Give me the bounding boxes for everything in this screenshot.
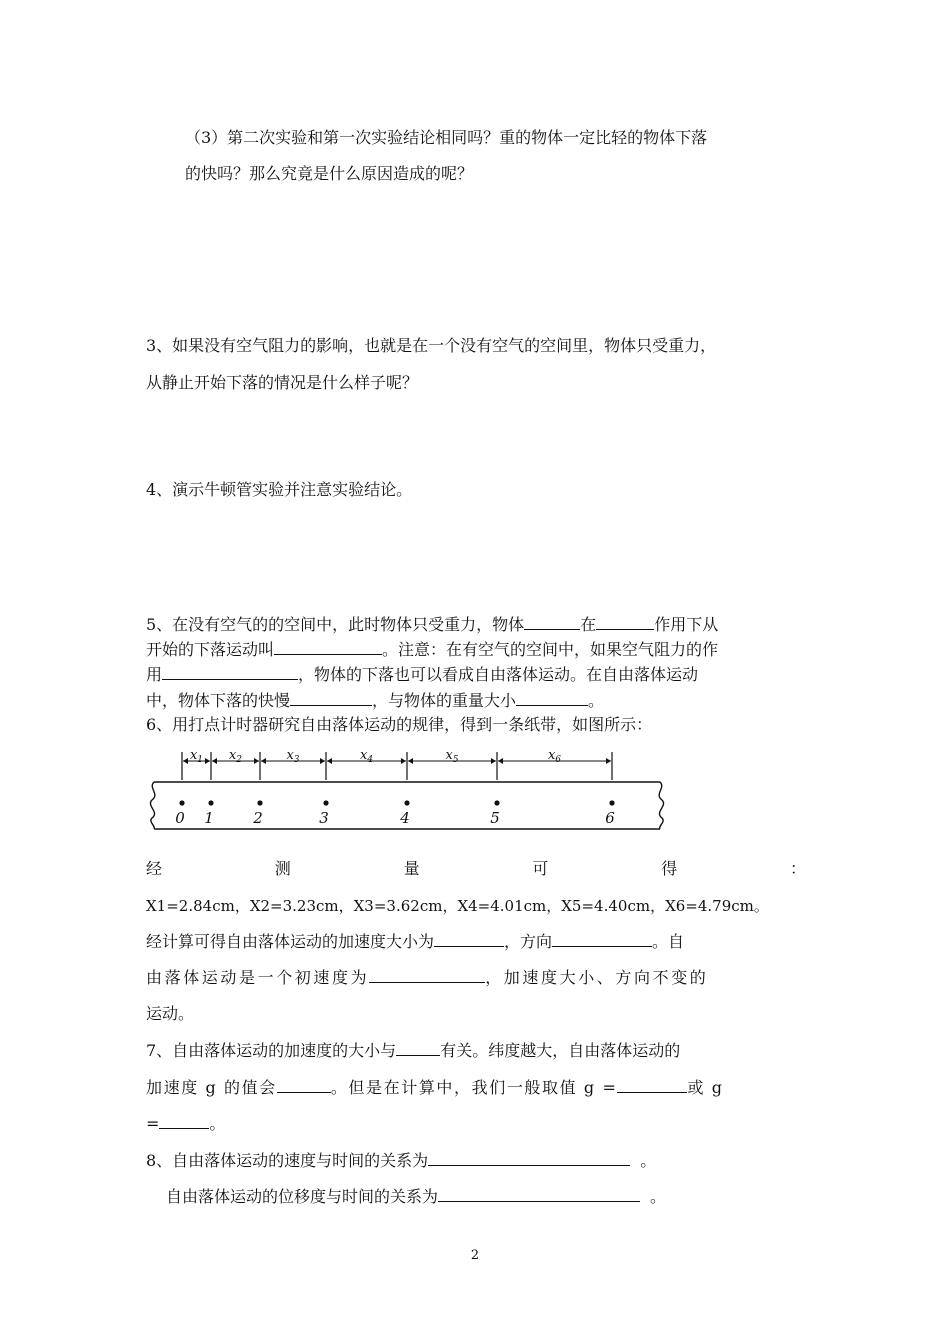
s5-blank-4[interactable] <box>162 662 298 680</box>
tape-arrow-right-5 <box>491 758 496 764</box>
tape-dot-4 <box>404 800 409 805</box>
tape-arrow-left-6 <box>498 758 503 764</box>
tape-arrow-left-3 <box>261 758 266 764</box>
s6-spread-4: 得 <box>661 859 678 878</box>
tape-arrow-left-2 <box>212 758 217 764</box>
tape-segment-label-3: $x_3$ <box>286 750 300 765</box>
tape-dot-label-2: 2 <box>253 809 263 827</box>
s6-spread-0: 经 <box>146 859 163 878</box>
tape-dot-label-6: 6 <box>605 809 615 827</box>
s5-text-h: 中，物体下落的快慢 <box>146 691 291 710</box>
s7-text-b1: 加速度 g 的值会 <box>146 1078 277 1097</box>
s7-line-3 <box>146 1111 225 1136</box>
s8-text-a1: 8、自由落体运动的速度与时间的关系为 <box>146 1151 429 1170</box>
tape-dot-6 <box>609 800 614 805</box>
ticker-tape-svg <box>146 750 676 834</box>
s6-line-1: 6、用打点计时器研究自由落体运动的规律，得到一条纸带，如图所示： <box>146 715 653 734</box>
s8-blank-velocity[interactable] <box>428 1148 630 1166</box>
s6-spread-1: 测 <box>274 859 291 878</box>
s8-line-2 <box>166 1184 666 1209</box>
s6-line-e: 运动。 <box>146 1004 195 1023</box>
tape-arrow-right-6 <box>606 758 611 764</box>
s7-line-1 <box>146 1038 680 1063</box>
s3-line-2: 从静止开始下落的情况是什么样子呢？ <box>146 373 419 392</box>
tape-dot-1 <box>208 800 213 805</box>
tape-segment-label-4: $x_4$ <box>359 750 374 765</box>
s5-line-1 <box>146 612 718 637</box>
s8-text-b1: 自由落体运动的位移度与时间的关系为 <box>166 1187 439 1206</box>
s7-text-c1: = <box>146 1114 160 1133</box>
s6-measured-line <box>146 857 806 881</box>
s7-text-a2: 有关。纬度越大，自由落体运动的 <box>440 1041 681 1060</box>
s6-blank-initial-velocity[interactable] <box>369 965 485 983</box>
s6-text-d1: 由落体运动是一个初速度为 <box>146 968 370 987</box>
s3-line-1: 3、如果没有空气阻力的影响，也就是在一个没有空气的空间里，物体只受重力， <box>146 336 717 355</box>
s7-text-c2: 。 <box>209 1114 226 1133</box>
s6-text-d2: ，加速度大小、方向不变的 <box>485 968 709 987</box>
s4-line-1: 4、演示牛顿管实验并注意实验结论。 <box>146 480 413 499</box>
tape-dot-0 <box>179 800 184 805</box>
tape-arrow-left-4 <box>327 758 332 764</box>
tape-dot-label-0: 0 <box>175 809 185 827</box>
tape-segment-label-6: $x_6$ <box>547 750 562 765</box>
tape-dot-label-4: 4 <box>400 809 410 827</box>
s7-blank-4[interactable] <box>159 1111 209 1129</box>
s5-blank-3[interactable] <box>274 637 382 655</box>
tape-arrow-left-5 <box>408 758 413 764</box>
s8-blank-displacement[interactable] <box>438 1184 640 1202</box>
s6-line-c <box>146 929 684 954</box>
tape-arrow-right-2 <box>254 758 259 764</box>
s6-blank-accel[interactable] <box>434 929 504 947</box>
s6-spread-2: 量 <box>403 859 420 878</box>
ticker-tape-figure <box>146 750 676 834</box>
s5-text-f: 用 <box>146 665 163 684</box>
tape-arrow-left-1 <box>183 758 188 764</box>
s5-text-j: 。 <box>588 691 605 710</box>
s7-blank-2[interactable] <box>277 1075 331 1093</box>
tape-dot-label-3: 3 <box>319 809 329 827</box>
tape-segment-label-2: $x_2$ <box>228 750 243 765</box>
s5-text-b: 在 <box>580 615 597 634</box>
s6-spread-5: ： <box>789 859 806 878</box>
s5-text-i: ，与物体的重量大小 <box>372 691 517 710</box>
s7-text-a1: 7、自由落体运动的加速度的大小与 <box>146 1041 397 1060</box>
s5-blank-1[interactable] <box>524 612 580 630</box>
s8-text-b2: 。 <box>650 1187 667 1206</box>
s7-text-b3: 或 g <box>687 1078 724 1097</box>
tape-dot-label-1: 1 <box>204 809 214 827</box>
tape-dot-label-5: 5 <box>490 809 500 827</box>
s8-text-a2: 。 <box>640 1151 657 1170</box>
q3-line-1: （3）第二次实验和第一次实验结论相同吗？重的物体一定比轻的物体下落 <box>185 128 708 147</box>
s5-text-e: 。注意：在有空气的空间中，如果空气阻力的作 <box>382 640 719 659</box>
s7-blank-1[interactable] <box>396 1038 440 1056</box>
s6-text-c1: 经计算可得自由落体运动的加速度大小为 <box>146 932 435 951</box>
tape-dot-5 <box>494 800 499 805</box>
q3-line-2: 的快吗？那么究竟是什么原因造成的呢？ <box>185 164 474 183</box>
tape-segment-label-5: $x_5$ <box>445 750 459 765</box>
s5-line-2 <box>146 637 718 662</box>
s6-text-c3: 。自 <box>652 932 685 951</box>
s5-line-3 <box>146 662 698 687</box>
s7-blank-3[interactable] <box>617 1075 687 1093</box>
s5-text-g: ，物体的下落也可以看成自由落体运动。在自由落体运动 <box>298 665 699 684</box>
s5-blank-5[interactable] <box>290 688 372 706</box>
s5-blank-6[interactable] <box>516 688 588 706</box>
s5-text-c: 作用下从 <box>654 615 719 634</box>
s5-blank-2[interactable] <box>596 612 654 630</box>
s6-text-c2: ，方向 <box>504 932 553 951</box>
s5-text-d: 开始的下落运动叫 <box>146 640 275 659</box>
s6-line-d <box>146 965 708 990</box>
tape-arrow-right-1 <box>205 758 210 764</box>
tape-arrow-right-4 <box>401 758 406 764</box>
s5-text-a: 5、在没有空气的的空间中，此时物体只受重力，物体 <box>146 615 525 634</box>
s5-line-4 <box>146 688 604 713</box>
s6-blank-direction[interactable] <box>552 929 652 947</box>
s7-text-b2: 。但是在计算中，我们一般取值 g = <box>330 1078 618 1097</box>
s6-data-line: X1=2.84cm，X2=3.23cm，X3=3.62cm，X4=4.01cm，X5=4.40cm，X6=4.79cm。 <box>146 897 769 915</box>
s7-line-2 <box>146 1075 724 1100</box>
s8-line-1 <box>146 1148 656 1173</box>
tape-dot-2 <box>257 800 262 805</box>
s6-spread-3: 可 <box>532 859 549 878</box>
tape-segment-label-1: $x_1$ <box>189 750 204 765</box>
tape-dot-3 <box>323 800 328 805</box>
tape-arrow-right-3 <box>320 758 325 764</box>
page-number: 2 <box>470 1248 480 1263</box>
